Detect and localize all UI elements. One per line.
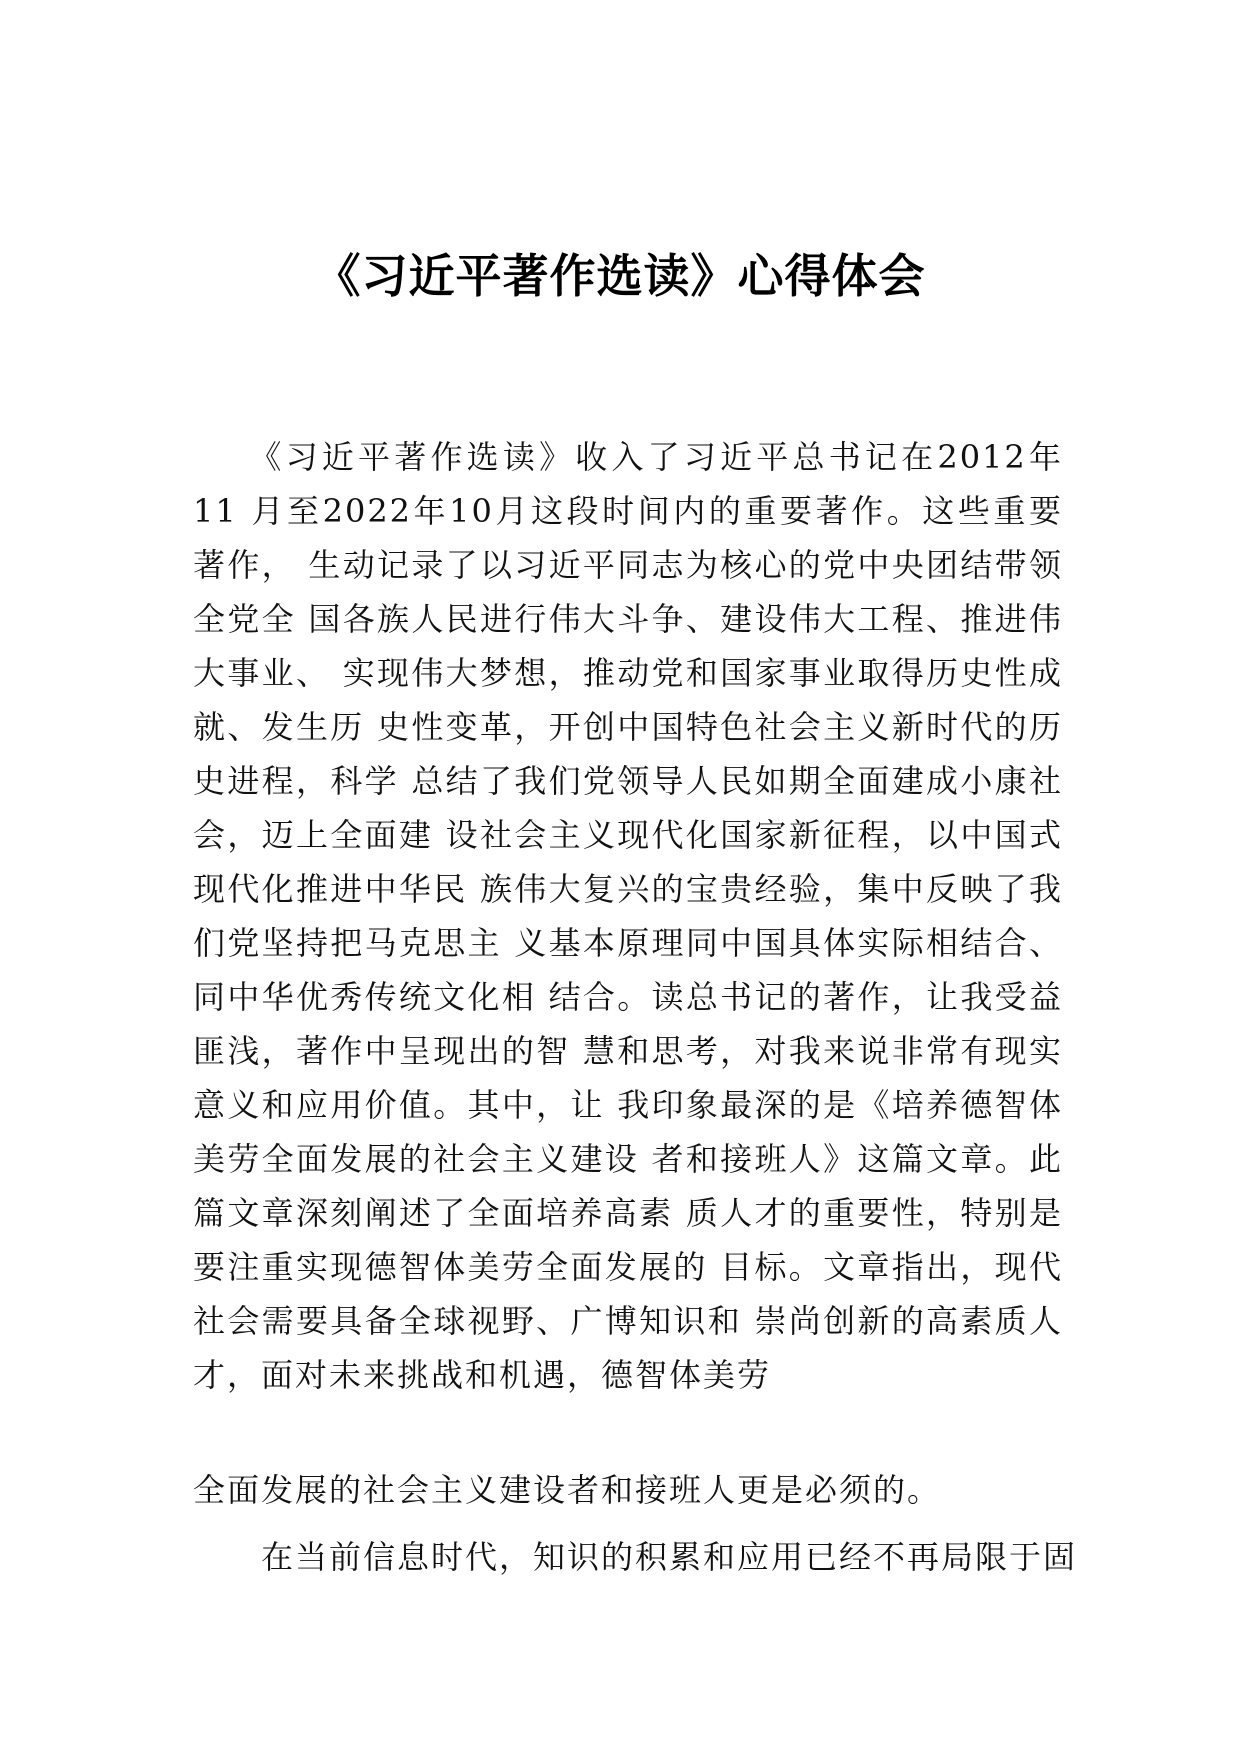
- text-line: 意义和应用价值。其中，让 我印象最深的是《培养德智体: [193, 1086, 1063, 1124]
- text-line: 社会需要具备全球视野、广博知识和 崇尚创新的高素质人: [193, 1302, 1063, 1340]
- text-line: 大事业、 实现伟大梦想，推动党和国家事业取得历史性成: [193, 654, 1063, 692]
- text-line: 《习近平著作选读》收入了习近平总书记在2012年: [193, 438, 1063, 476]
- text-line: 才，面对未来挑战和机遇，德智体美劳: [193, 1356, 772, 1394]
- text-line: 篇文章深刻阐述了全面培养高素 质人才的重要性，特别是: [193, 1194, 1063, 1232]
- text-line: 同中华优秀传统文化相 结合。读总书记的著作，让我受益: [193, 978, 1063, 1016]
- paragraph-1: [193, 430, 1063, 1402]
- text-line: 匪浅，著作中呈现出的智 慧和思考，对我来说非常有现实: [193, 1032, 1063, 1070]
- text-line: 史进程，科学 总结了我们党领导人民如期全面建成小康社: [193, 762, 1063, 800]
- text-line: 就、发生历 史性变革，开创中国特色社会主义新时代的历: [193, 708, 1063, 746]
- text-line: 在当前信息时代，知识的积累和应用已经不再局限于固: [193, 1538, 1078, 1576]
- text-line: 11 月至2022年10月这段时间内的重要著作。这些重要: [193, 492, 1063, 530]
- paragraph-3: [193, 1530, 1078, 1584]
- text-line: 全面发展的社会主义建设者和接班人更是必须的。: [193, 1471, 942, 1509]
- text-line: 会，迈上全面建 设社会主义现代化国家新征程，以中国式: [193, 816, 1063, 854]
- text-line: 要注重实现德智体美劳全面发展的 目标。文章指出，现代: [193, 1248, 1063, 1286]
- paragraph-2: [193, 1463, 1063, 1517]
- text-line: 著作， 生动记录了以习近平同志为核心的党中央团结带领: [193, 546, 1063, 584]
- text-line: 们党坚持把马克思主 义基本原理同中国具体实际相结合、: [193, 924, 1063, 962]
- text-line: 现代化推进中华民 族伟大复兴的宝贵经验，集中反映了我: [193, 870, 1063, 908]
- document-title: 《习近平著作选读》心得体会: [314, 249, 926, 303]
- text-line: 美劳全面发展的社会主义建设 者和接班人》这篇文章。此: [193, 1140, 1063, 1178]
- text-line: 全党全 国各族人民进行伟大斗争、建设伟大工程、推进伟: [193, 600, 1063, 638]
